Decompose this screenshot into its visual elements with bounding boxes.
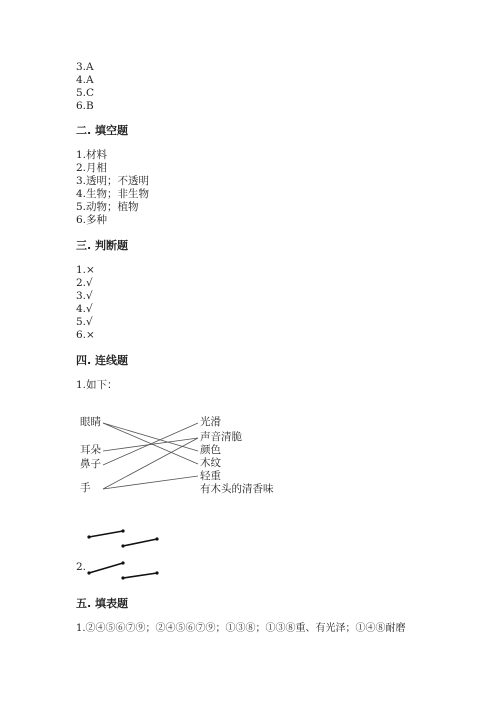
segment-line: [89, 563, 123, 573]
segment-endpoint: [121, 529, 124, 532]
right-item-label: 光滑: [200, 416, 221, 428]
segment-endpoint: [155, 571, 158, 574]
segment-endpoint: [121, 544, 124, 547]
answer-line: 4.√: [76, 303, 93, 315]
answer-line: 5.动物；植物: [76, 201, 139, 213]
right-item-label: 轻重: [200, 470, 221, 482]
section-heading-table: 五. 填表题: [76, 597, 129, 610]
right-item-label: 有木头的清香味: [200, 483, 274, 495]
answer-line: 2.月相: [76, 162, 108, 174]
right-item-label: 颜色: [200, 444, 221, 456]
segment-line: [123, 539, 157, 546]
section-heading-fill-blank: 二. 填空题: [76, 124, 129, 137]
segment-line: [123, 573, 157, 578]
answer-line: 2.√: [76, 277, 93, 289]
connector-line: [103, 438, 198, 489]
answer-line: 3.A: [76, 61, 94, 73]
segment-endpoint: [121, 561, 124, 564]
answer-line: 5.C: [76, 87, 95, 99]
answer-line: 4.A: [76, 74, 94, 86]
question-label: 1.如下：: [76, 379, 118, 391]
segment-endpoint: [155, 537, 158, 540]
answer-line: 6.B: [76, 100, 94, 112]
segment-endpoint: [87, 571, 90, 574]
segment-endpoint: [87, 535, 90, 538]
section-heading-matching: 四. 连线题: [76, 354, 129, 367]
left-item-label: 耳朵: [80, 444, 101, 456]
segment-endpoint: [121, 576, 124, 579]
answer-line: 3.透明；不透明: [76, 175, 150, 187]
connector-line: [103, 423, 198, 451]
left-item-label: 眼睛: [80, 416, 101, 428]
answer-line: 4.生物；非生物: [76, 188, 150, 200]
question-label: 2.: [76, 561, 87, 573]
left-item-label: 鼻子: [80, 458, 101, 470]
answer-line: 1.②④⑤⑥⑦⑨；②④⑤⑥⑦⑨；①③⑧；①③⑧重、有光泽；①④⑧耐磨: [76, 623, 406, 634]
left-item-label: 手: [80, 482, 91, 494]
connector-line: [103, 438, 198, 451]
answer-line: 3.√: [76, 290, 93, 302]
right-item-label: 声音清脆: [200, 431, 242, 443]
answer-line: 1.材料: [76, 149, 108, 161]
section-heading-true-false: 三. 判断题: [76, 239, 129, 252]
right-item-label: 木纹: [200, 457, 221, 469]
segment-line: [89, 531, 123, 537]
answer-line: 6.多种: [76, 214, 108, 226]
answer-line: 5.√: [76, 316, 93, 328]
answer-line: 1.×: [76, 264, 95, 276]
connector-line: [103, 476, 198, 489]
answer-line: 6.×: [76, 329, 95, 341]
